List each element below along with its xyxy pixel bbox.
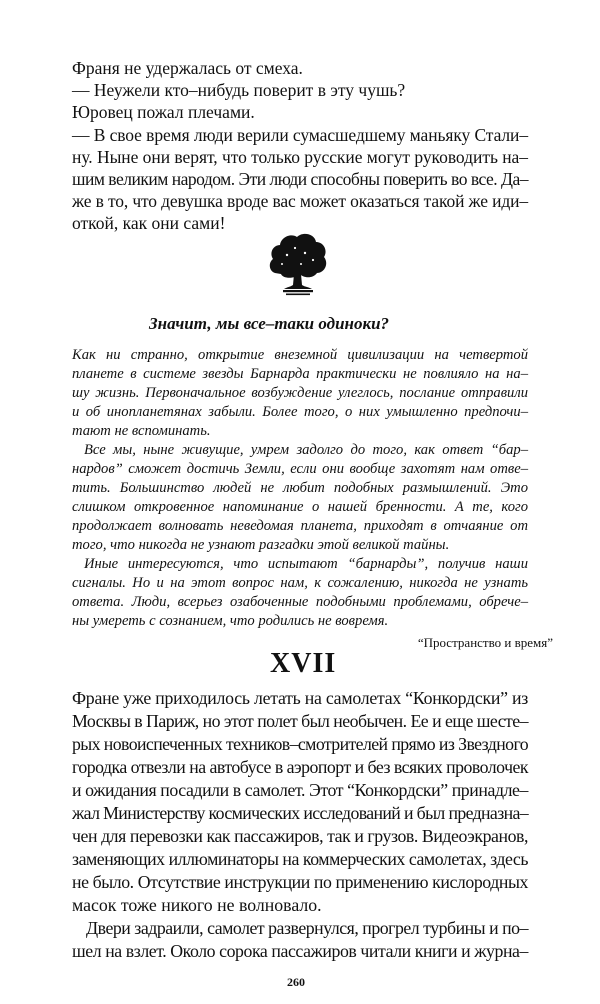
epigraph-line: нардов” сможет достичь Земли, если они вообще захотят нам отве– xyxy=(72,461,528,477)
text-line: — Неужели кто–нибудь поверит в эту чушь? xyxy=(72,80,406,100)
text-line: заменяющих иллюминаторы на коммерческих самолетах, здесь xyxy=(72,849,528,869)
epigraph-line: продолжает волновать неведомая планета, приходят в отчаяние от xyxy=(72,518,528,534)
text-line: — В свое время люди верили сумасшедшему маньяку Стали– xyxy=(72,125,528,145)
epigraph-title: Значит, мы все–таки одиноки? xyxy=(149,314,390,333)
text-line: жал Министерству космических исследований и был предназна– xyxy=(72,803,528,823)
tree-icon xyxy=(267,229,329,299)
text-line: Двери задраили, самолет развернулся, прогрел турбины и по– xyxy=(86,918,528,938)
text-line: рых новоиспеченных техников–смотрителей прямо из Звездного xyxy=(72,734,528,754)
epigraph-line: того, что никогда не узнают разгадки этой великой тайны. xyxy=(72,537,450,553)
epigraph-line: сигналы. Но и на этот вопрос нам, к сожалению, никогда не узнать xyxy=(72,575,528,591)
epigraph-line: ны умереть с сознанием, что родились не вовремя. xyxy=(72,613,389,629)
text-line: ну. Ныне они верят, что только русские могут руководить на– xyxy=(72,147,528,167)
text-line: не было. Отсутствие инструкции по применению кислородных xyxy=(72,872,528,892)
chapter-title: XVII xyxy=(270,648,337,679)
text-line: масок тоже никого не волновало. xyxy=(72,895,322,915)
text-line: городка отвезли на автобусе в аэропорт и без всяких проволочек xyxy=(72,757,528,777)
epigraph-line: Все мы, ныне живущие, умрем задолго до того, как ответ “бар– xyxy=(84,442,528,458)
epigraph-line: слишком откровенное напоминание о нашей бренности. А те, кого xyxy=(72,499,528,515)
text-line: шел на взлет. Около сорока пассажиров читали книги и журна– xyxy=(72,941,528,961)
text-line: шим великим народом. Эти люди способны поверить во все. Да– xyxy=(72,169,528,189)
text-line: откой, как они сами! xyxy=(72,213,226,233)
epigraph-line: тить. Большинство людей не любит подобных размышлений. Это xyxy=(72,480,528,496)
epigraph-attribution: “Пространство и время” xyxy=(417,635,553,650)
text-line: Франя не удержалась от смеха. xyxy=(72,58,303,78)
text-line: чен для перевозки как пассажиров, так и грузов. Видеоэкранов, xyxy=(72,826,528,846)
epigraph-line: ответа. Люди, всерьез озабоченные подобными проблемами, обрече– xyxy=(72,594,528,610)
text-line: и ожидания посадили в самолет. Этот “Конкордски” принадле– xyxy=(72,780,528,800)
text-line: Фране уже приходилось летать на самолетах “Конкордски” из xyxy=(72,688,528,708)
epigraph-line: Иные интересуются, что испытают “барнарды”, получив наши xyxy=(84,556,528,572)
text-line: же в то, что девушка вроде вас может оказаться такой же иди– xyxy=(72,191,528,211)
page-number: 260 xyxy=(287,975,305,989)
text-line: Юровец пожал плечами. xyxy=(72,102,255,122)
epigraph-line: и об инопланетянах забыли. Более того, о них умышленно предпочи– xyxy=(72,404,528,420)
epigraph-line: шу жизнь. Первоначальное возбуждение улеглось, послание отправили xyxy=(72,385,528,401)
epigraph-line: Как ни странно, открытие внеземной цивилизации на четвертой xyxy=(72,347,528,363)
text-line: Москвы в Париж, но этот полет был необычен. Ее и еще шесте– xyxy=(72,711,528,731)
epigraph-line: планете в системе звезды Барнарда практически не повлияло на на– xyxy=(72,366,528,382)
epigraph-line: тают не вспоминать. xyxy=(72,423,211,439)
